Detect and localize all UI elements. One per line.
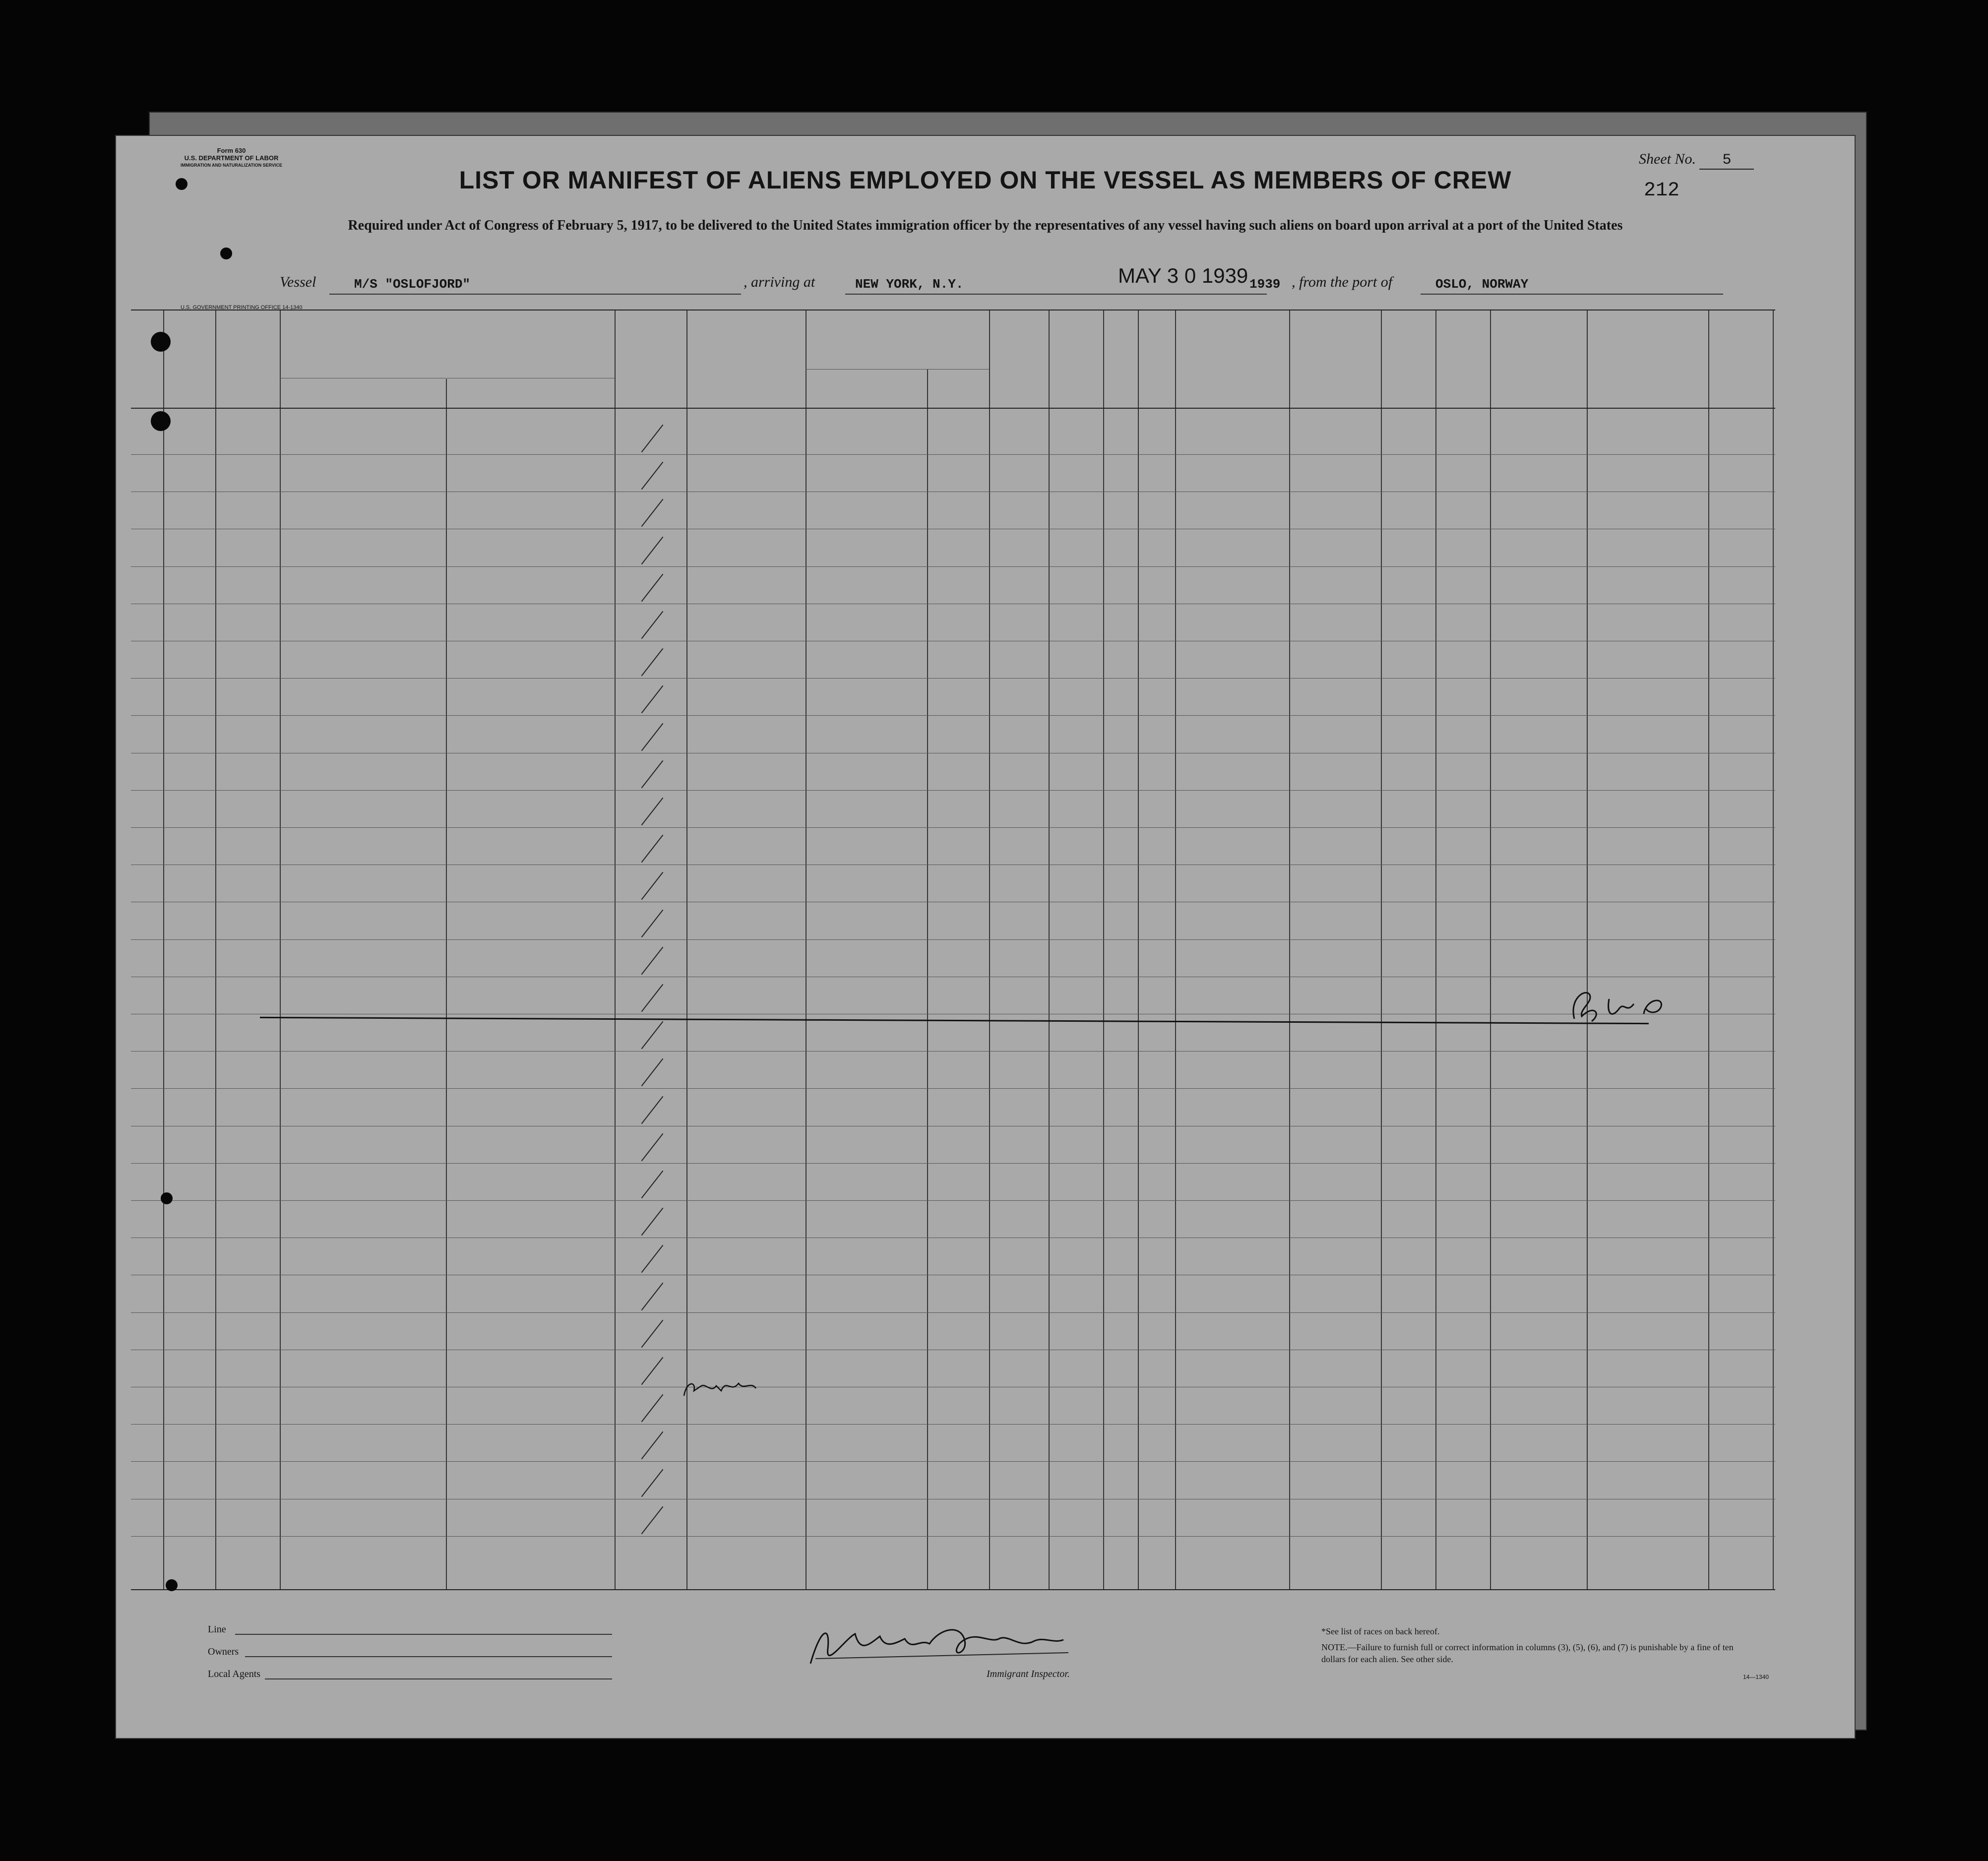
service-tick — [641, 1245, 664, 1273]
service-tick — [641, 425, 664, 452]
service-tick — [641, 462, 664, 490]
row-rule — [131, 678, 1775, 679]
sheet-number-label: Sheet No. — [1639, 151, 1696, 167]
departure-port: OSLO, NORWAY — [1435, 277, 1529, 292]
column-rule — [215, 310, 216, 1589]
penalty-note: NOTE.—Failure to furnish full or correct information in columns (3), (5), (6), and (7) is punishable by a fine of ten dollars for each alien. See other side. — [1321, 1642, 1734, 1664]
punch-hole — [161, 1192, 173, 1204]
row-rule — [131, 1424, 1775, 1425]
row-rule — [131, 566, 1775, 567]
column-rule — [1103, 310, 1104, 1589]
local-agents-label: Local Agents — [208, 1669, 261, 1679]
service-tick — [641, 1021, 664, 1049]
column-rule — [1587, 310, 1588, 1589]
column-rule — [280, 310, 281, 1589]
from-port-label: , from the port of — [1292, 274, 1393, 290]
vessel-line — [280, 264, 1748, 299]
arriving-label: , arriving at — [744, 274, 815, 290]
row-rule — [131, 1163, 1775, 1164]
printer-code: U.S. GOVERNMENT PRINTING OFFICE 14-1340 — [181, 305, 303, 310]
inspector-caption: Immigrant Inspector. — [987, 1669, 1070, 1679]
service-tick — [641, 1320, 664, 1348]
service-tick — [641, 1431, 664, 1459]
service-tick — [641, 1096, 664, 1123]
punch-hole — [151, 332, 171, 352]
column-rule — [1708, 310, 1709, 1589]
punch-hole — [166, 1579, 178, 1591]
form-code: 14—1340 — [1743, 1674, 1769, 1680]
column-rule — [1175, 310, 1176, 1589]
manifest-page — [115, 135, 1856, 1739]
service-tick — [641, 1171, 664, 1198]
row-rule — [131, 715, 1775, 716]
row-rule — [131, 1312, 1775, 1313]
service-tick — [641, 1394, 664, 1422]
row-rule — [131, 454, 1775, 455]
arrival-date-stamp: MAY 3 0 1939 — [1118, 264, 1248, 287]
handwritten-correction — [682, 1376, 761, 1401]
column-rule — [1138, 310, 1139, 1589]
service-tick — [641, 760, 664, 788]
service-tick — [641, 835, 664, 863]
service-tick — [641, 1506, 664, 1534]
service-tick — [641, 1208, 664, 1236]
row-rule — [131, 827, 1775, 828]
column-rule — [1490, 310, 1491, 1589]
row-rule — [131, 1088, 1775, 1089]
punch-hole — [176, 178, 187, 190]
service-tick — [641, 1357, 664, 1385]
row-rule — [131, 790, 1775, 791]
column-rule — [1435, 310, 1436, 1589]
owners-label: Owners — [208, 1646, 239, 1657]
service-tick — [641, 1282, 664, 1310]
arrival-port: NEW YORK, N.Y. — [855, 277, 964, 292]
service-tick — [641, 499, 664, 527]
row-rule — [131, 939, 1775, 940]
service-tick — [641, 798, 664, 825]
column-rule — [446, 379, 447, 1589]
column-rule — [1049, 310, 1050, 1589]
arrival-year: 1939 — [1249, 277, 1281, 292]
row-rule — [131, 1200, 1775, 1201]
punch-hole — [220, 248, 232, 259]
service-tick — [641, 723, 664, 750]
column-rule — [989, 310, 990, 1589]
service-tick — [641, 685, 664, 713]
service-tick — [641, 872, 664, 900]
service-tick — [641, 984, 664, 1012]
service-tick — [641, 947, 664, 975]
service-tick — [641, 536, 664, 564]
inspector-signature — [801, 1609, 1078, 1678]
service-tick — [641, 1469, 664, 1496]
row-rule — [131, 1051, 1775, 1052]
page-stamp: 212 — [1644, 180, 1680, 202]
service-tick — [641, 1058, 664, 1086]
service-tick — [641, 574, 664, 602]
column-rule — [1289, 310, 1290, 1589]
vessel-label: Vessel — [280, 274, 316, 290]
row-rule — [131, 1461, 1775, 1462]
punch-hole — [151, 411, 171, 431]
document-subtitle: Required under Act of Congress of February 5, 1917, to be delivered to the United States immigration officer by the representatives of any vessel having such aliens on board upon arrival at a port of the United States — [348, 218, 1623, 233]
column-rule — [615, 310, 616, 1589]
service-tick — [641, 611, 664, 639]
service-tick — [641, 648, 664, 676]
column-rule — [806, 310, 807, 1589]
line-label: Line — [208, 1624, 226, 1635]
service-tick — [641, 1133, 664, 1161]
column-rule — [163, 310, 164, 1589]
initials-handwriting — [1564, 979, 1683, 1034]
column-rule — [927, 369, 928, 1589]
service-name: IMMIGRATION AND NATURALIZATION SERVICE — [181, 163, 282, 168]
sheet-number-value: 5 — [1699, 152, 1754, 170]
form-number: Form 630 — [217, 147, 246, 154]
column-rule — [1773, 310, 1774, 1589]
column-rule — [1381, 310, 1382, 1589]
department-name: U.S. DEPARTMENT OF LABOR — [184, 154, 279, 162]
header-bottom-rule — [131, 408, 1775, 409]
row-rule — [131, 1536, 1775, 1537]
table-bottom-rule — [131, 1589, 1775, 1590]
vessel-name: M/S "OSLOFJORD" — [354, 277, 471, 292]
subheader-rule — [806, 369, 989, 370]
strike-through-line — [260, 1017, 1649, 1024]
races-note: *See list of races on back hereof. — [1321, 1626, 1440, 1636]
document-title: LIST OR MANIFEST OF ALIENS EMPLOYED ON THE VESSEL AS MEMBERS OF CREW — [459, 166, 1512, 194]
service-tick — [641, 909, 664, 937]
